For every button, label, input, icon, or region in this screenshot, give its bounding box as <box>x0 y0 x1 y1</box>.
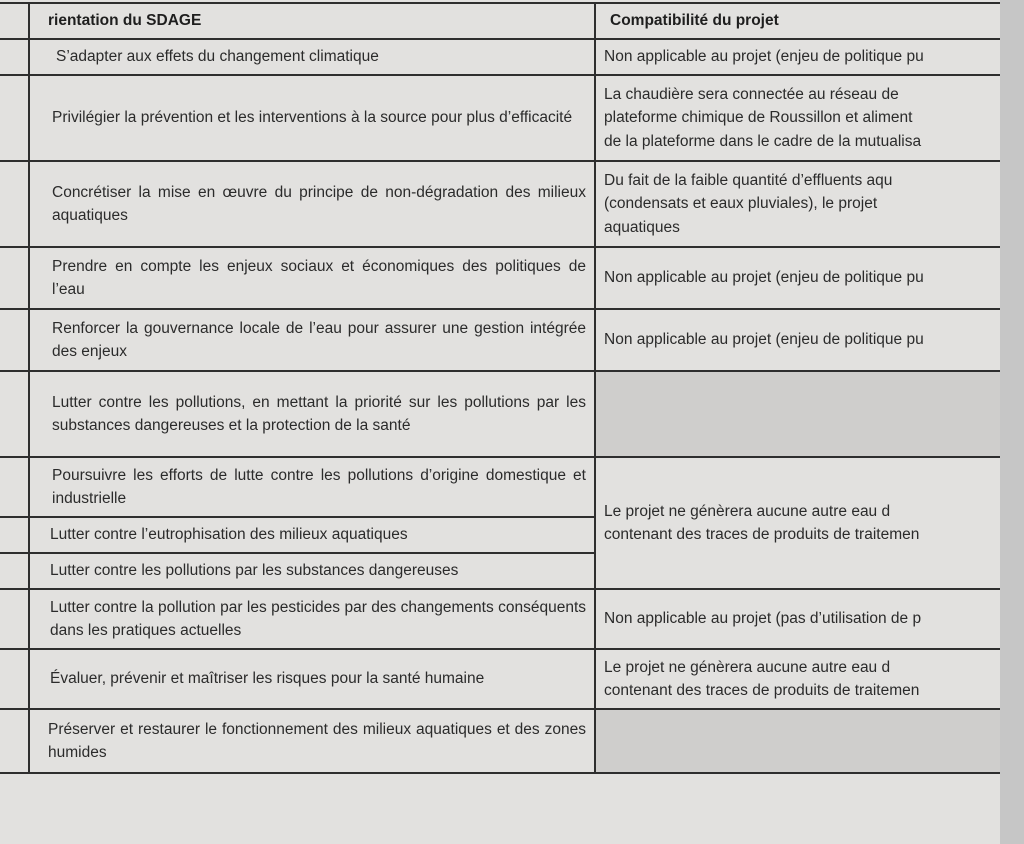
table-row <box>0 649 1000 709</box>
compatibility-cell <box>595 589 1000 649</box>
row-num <box>0 589 29 649</box>
orientation-cell: Lutter contre l’eutrophisation des milieux aquatiques <box>29 517 595 553</box>
page-edge-shadow <box>1000 0 1024 844</box>
sdage-compatibility-table <box>0 2 1000 774</box>
compatibility-cell <box>595 649 1000 709</box>
compat-line: Le projet ne génèrera aucune autre eau d <box>604 502 891 520</box>
compatibility-cell <box>595 247 1000 309</box>
orientation-cell: Préserver et restaurer le fonctionnement des milieux aquatiques et des zones humides <box>29 709 595 773</box>
orientation-cell: S’adapter aux effets du changement climatique <box>29 39 595 75</box>
compat-line: contenant des traces de produits de traitemen <box>604 682 920 699</box>
row-num <box>0 553 29 589</box>
row-num <box>0 247 29 309</box>
compat-line: Non applicable au projet (enjeu de politique pu <box>604 331 924 349</box>
table-row <box>0 75 1000 161</box>
compat-line: (condensats et eaux pluviales), le projet <box>604 195 878 213</box>
row-num <box>0 517 29 553</box>
row-num <box>0 371 29 457</box>
table-row <box>0 589 1000 649</box>
compat-line: Non applicable au projet (enjeu de politique pu <box>604 48 924 66</box>
compatibility-cell <box>595 75 1000 161</box>
orientation-cell: Lutter contre les pollutions, en mettant la priorité sur les pollutions par les substances dangereuses et la protection de la santé <box>29 371 595 457</box>
compatibility-cell-empty <box>595 371 1000 457</box>
orientation-cell: Lutter contre les pollutions par les substances dangereuses <box>29 553 595 589</box>
compat-line: Du fait de la faible quantité d’effluents aqu <box>604 172 893 190</box>
table-row <box>0 309 1000 371</box>
header-compatibility: Compatibilité du projet <box>595 3 1000 39</box>
compat-line: de la plateforme dans le cadre de la mutualisa <box>604 132 922 150</box>
header-num-cell <box>0 3 29 39</box>
row-num <box>0 75 29 161</box>
table-row <box>0 161 1000 247</box>
orientation-cell: Privilégier la prévention et les interventions à la source pour plus d’efficacité <box>29 75 595 161</box>
orientation-cell: Évaluer, prévenir et maîtriser les risques pour la santé humaine <box>29 649 595 709</box>
compatibility-cell-empty <box>595 709 1000 773</box>
orientation-cell: Concrétiser la mise en œuvre du principe de non-dégradation des milieux aquatiques <box>29 161 595 247</box>
table-row <box>0 39 1000 75</box>
header-orientation: rientation du SDAGE <box>29 3 595 39</box>
orientation-cell: Renforcer la gouvernance locale de l’eau pour assurer une gestion intégrée des enjeux <box>29 309 595 371</box>
compat-line: Non applicable au projet (pas d’utilisation de p <box>604 610 922 628</box>
table-row <box>0 709 1000 773</box>
row-num <box>0 39 29 75</box>
orientation-cell: Prendre en compte les enjeux sociaux et économiques des politiques de l’eau <box>29 247 595 309</box>
compat-line: La chaudière sera connectée au réseau de <box>604 86 899 104</box>
compatibility-cell-merged <box>595 457 1000 589</box>
compat-line: Non applicable au projet (enjeu de politique pu <box>604 269 924 287</box>
row-num <box>0 649 29 709</box>
compat-line: Le projet ne génèrera aucune autre eau d <box>604 658 891 676</box>
table-row <box>0 247 1000 309</box>
table-row <box>0 457 1000 517</box>
compat-line: contenant des traces de produits de traitemen <box>604 526 920 543</box>
compat-line: aquatiques <box>604 218 680 236</box>
compatibility-cell <box>595 161 1000 247</box>
table-row <box>0 371 1000 457</box>
row-num <box>0 309 29 371</box>
compat-line: plateforme chimique de Roussillon et aliment <box>604 109 913 127</box>
table-header-row <box>0 3 1000 39</box>
orientation-cell: Lutter contre la pollution par les pesticides par des changements conséquents dans les pratiques actuelles <box>29 589 595 649</box>
row-num <box>0 457 29 517</box>
compatibility-cell <box>595 39 1000 75</box>
row-num <box>0 161 29 247</box>
orientation-cell: Poursuivre les efforts de lutte contre les pollutions d’origine domestique et industrielle <box>29 457 595 517</box>
row-num <box>0 709 29 773</box>
compatibility-cell <box>595 309 1000 371</box>
